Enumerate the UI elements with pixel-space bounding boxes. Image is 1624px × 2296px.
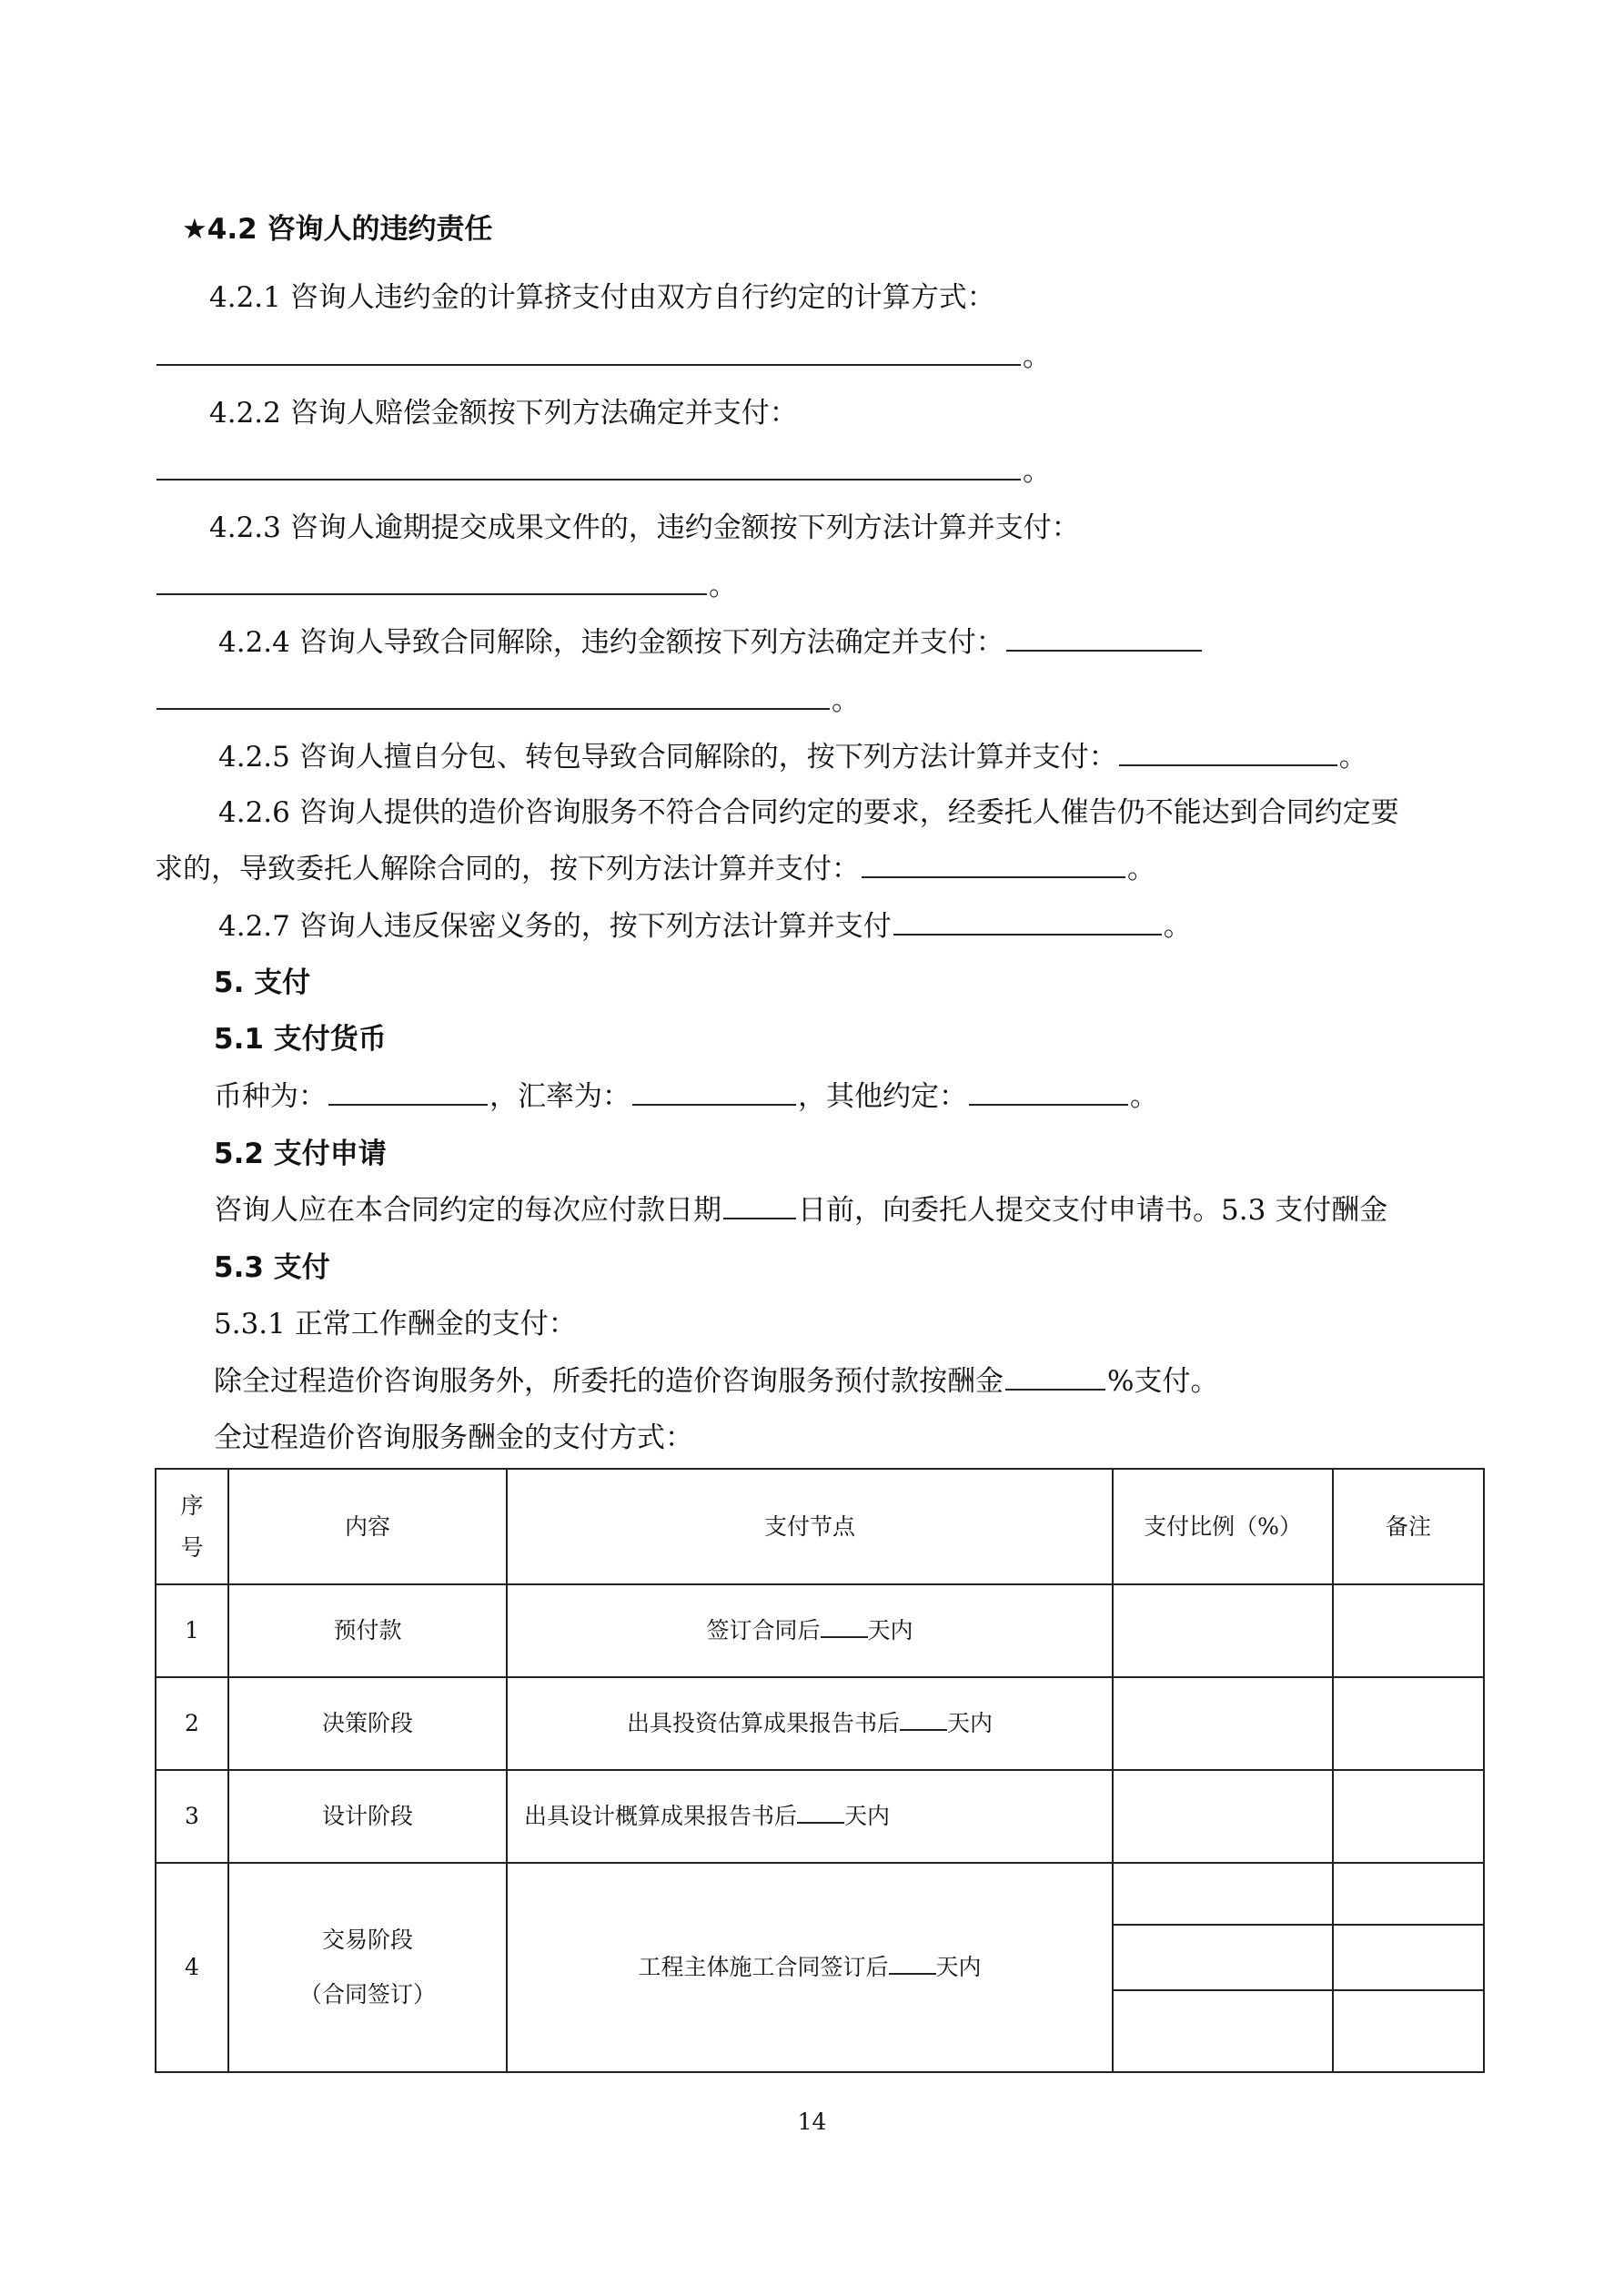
- note-cell: [1333, 1863, 1484, 1925]
- note-cell: [1333, 1584, 1484, 1677]
- fill-in-blank: [156, 684, 830, 710]
- note-cell: [1333, 1770, 1484, 1863]
- table-row: 4 交易阶段 （合同签订） 工程主体施工合同签订后 天内: [156, 1863, 1484, 1925]
- fill-in-blank: [862, 853, 1125, 878]
- fill-in-blank: [797, 1802, 844, 1824]
- currency-line: 币种为： ，汇率为： ，其他约定： 。: [214, 1080, 1158, 1113]
- section-heading-4-2: ★4.2 咨询人的违约责任: [182, 213, 493, 246]
- clause-4-2-4: 4.2.4 咨询人导致合同解除，违约金额按下列方法确定并支付：: [218, 624, 1204, 661]
- clause-5-3-1-method: 全过程造价咨询服务酬金的支付方式：: [214, 1421, 693, 1454]
- note-cell: [1333, 1677, 1484, 1770]
- fill-in-blank: [156, 340, 1021, 366]
- page-number: 14: [797, 2109, 827, 2135]
- note-cell: [1333, 1990, 1484, 2072]
- fill-in-blank: [723, 1194, 796, 1219]
- ratio-cell: [1113, 1863, 1333, 1925]
- clause-5-2: 咨询人应在本合同约定的每次应付款日期 日前，向委托人提交支付申请书。5.3 支付酬金: [214, 1194, 1388, 1227]
- fill-in-blank: [632, 1080, 796, 1106]
- fill-in-blank: [900, 1709, 947, 1731]
- fill-in-blank: [328, 1080, 488, 1106]
- fill-in-blank: [893, 910, 1162, 936]
- fill-in-blank: [156, 570, 707, 595]
- header-content: 内容: [228, 1469, 507, 1584]
- ratio-cell: [1113, 1677, 1333, 1770]
- header-seq: 序 号: [156, 1469, 228, 1584]
- blank-line-4-2-2: 。: [155, 453, 1051, 490]
- fill-in-blank: [1006, 626, 1202, 652]
- fill-in-blank: [1119, 741, 1337, 766]
- section-heading-5-2: 5.2 支付申请: [214, 1138, 387, 1170]
- fill-in-blank: [889, 1953, 936, 1975]
- table-row: 3 设计阶段 出具设计概算成果报告书后 天内: [156, 1770, 1484, 1863]
- table-row: 2 决策阶段 出具投资估算成果报告书后 天内: [156, 1677, 1484, 1770]
- header-node: 支付节点: [507, 1469, 1113, 1584]
- section-heading-5: 5. 支付: [214, 966, 311, 999]
- payment-schedule-table: [155, 1468, 1485, 2073]
- header-note: 备注: [1333, 1469, 1484, 1584]
- blank-line-4-2-3: 。: [155, 568, 737, 604]
- blank-line-4-2-4: 。: [155, 683, 860, 719]
- clause-4-2-1: 4.2.1 咨询人违约金的计算挤支付由双方自行约定的计算方式：: [209, 281, 995, 314]
- fill-in-blank: [156, 455, 1021, 480]
- clause-4-2-7: 4.2.7 咨询人违反保密义务的，按下列方法计算并支付 。: [218, 910, 1192, 943]
- note-cell: [1333, 1925, 1484, 1990]
- clause-4-2-5: 4.2.5 咨询人擅自分包、转包导致合同解除的，按下列方法计算并支付： 。: [218, 741, 1367, 774]
- clause-4-2-2: 4.2.2 咨询人赔偿金额按下列方法确定并支付：: [209, 397, 798, 430]
- ratio-cell: [1113, 1990, 1333, 2072]
- table-row: 1 预付款 签订合同后 天内: [156, 1584, 1484, 1677]
- section-heading-5-1: 5.1 支付货币: [214, 1023, 387, 1056]
- header-ratio: 支付比例（%）: [1113, 1469, 1333, 1584]
- clause-5-3-1-advance: 除全过程造价咨询服务外，所委托的造价咨询服务预付款按酬金 %支付。: [214, 1365, 1219, 1398]
- table-header-row: [156, 1469, 1484, 1584]
- fill-in-blank: [1005, 1365, 1105, 1391]
- ratio-cell: [1113, 1770, 1333, 1863]
- blank-line-4-2-1: 。: [155, 339, 1051, 375]
- clause-4-2-3: 4.2.3 咨询人逾期提交成果文件的，违约金额按下列方法计算并支付：: [209, 511, 1080, 544]
- clause-4-2-6-cont: 求的，导致委托人解除合同的，按下列方法计算并支付： 。: [155, 853, 1155, 885]
- clause-5-3-1: 5.3.1 正常工作酬金的支付：: [214, 1308, 577, 1340]
- fill-in-blank: [969, 1080, 1128, 1106]
- ratio-cell: [1113, 1584, 1333, 1677]
- section-heading-5-3: 5.3 支付: [214, 1251, 330, 1284]
- fill-in-blank: [821, 1616, 868, 1638]
- clause-4-2-6: 4.2.6 咨询人提供的造价咨询服务不符合合同约定的要求，经委托人催告仍不能达到合同约定要: [218, 796, 1399, 829]
- ratio-cell: [1113, 1925, 1333, 1990]
